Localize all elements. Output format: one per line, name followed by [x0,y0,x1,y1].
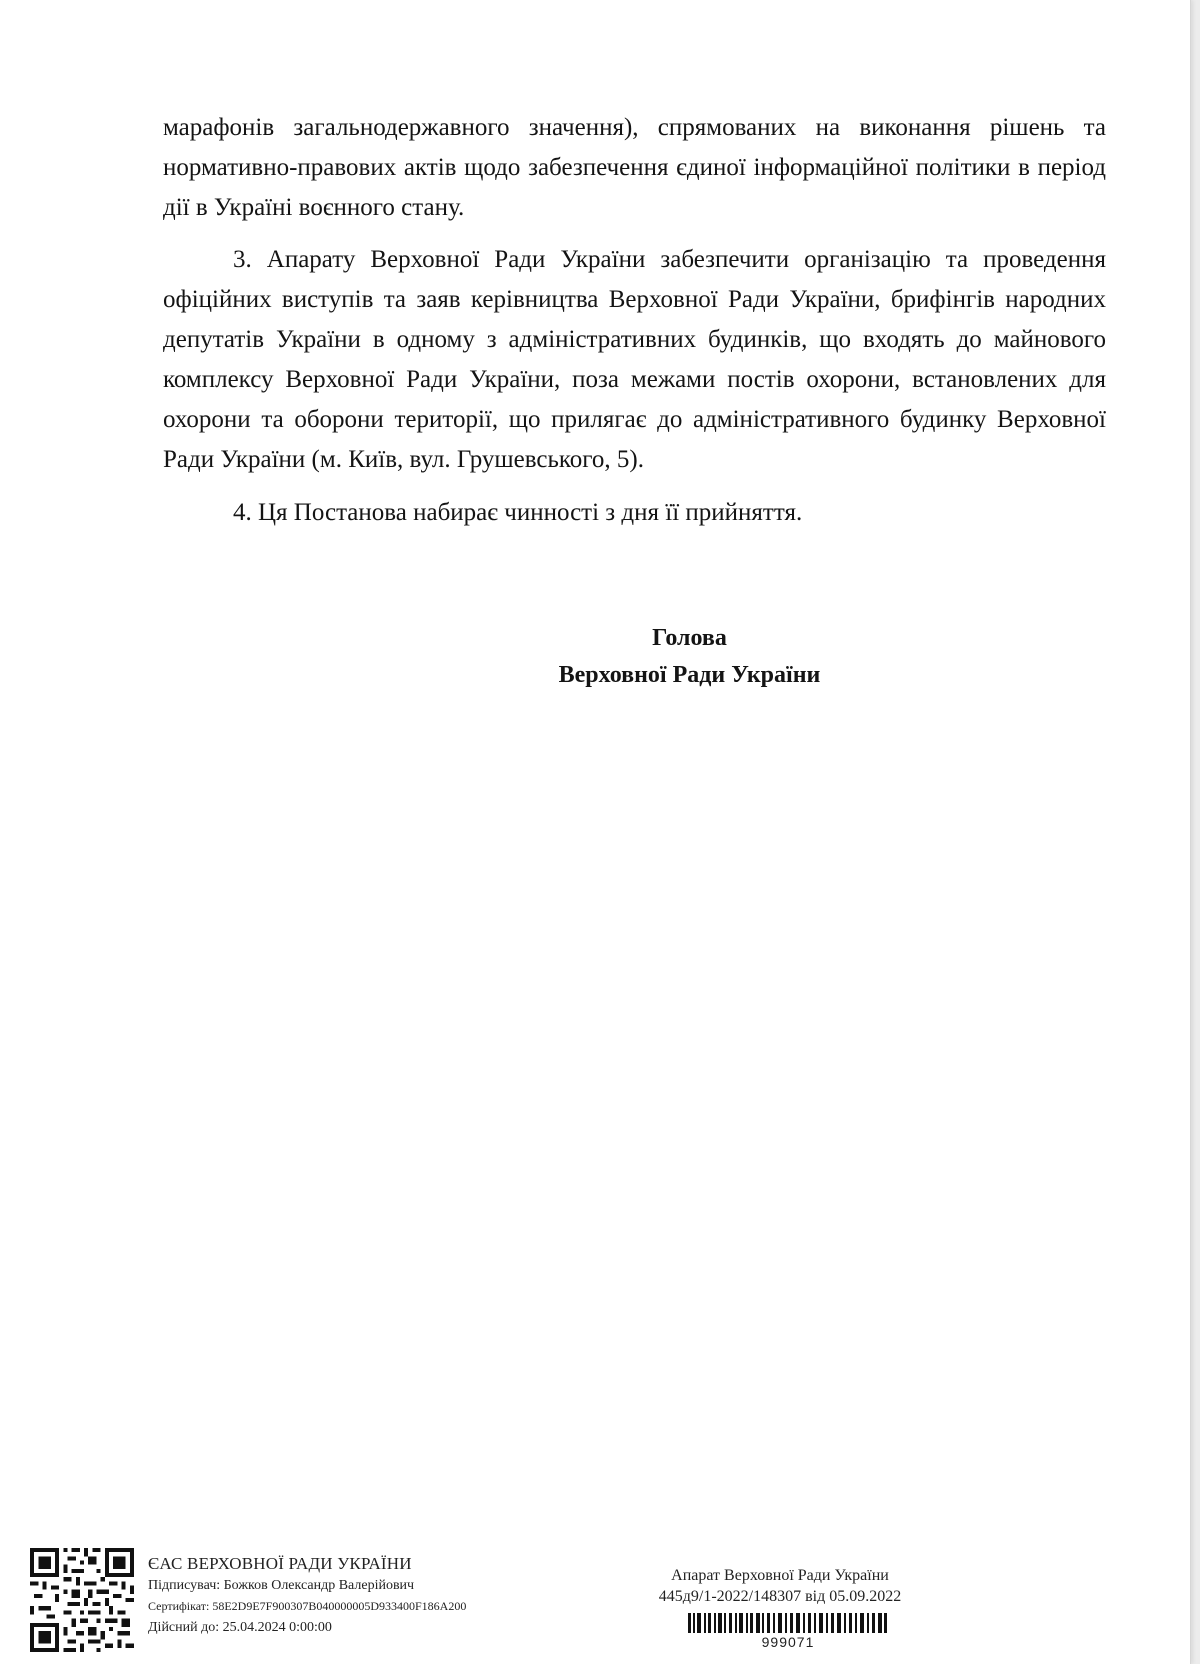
paragraph-item-3: 3. Апарату Верховної Ради України забезпечити організацію та проведення офіційних виступів та заяв керівництва Верховної Ради України, брифінгів народних депутатів України в одному з адміністративних будинків, що входять до майнового комплексу Верховної Ради України, поза межами постів охорони, встановлених для охорони та оборони території, що прилягає до адміністративного будинку Верховної Ради України (м. Київ, вул. Грушевського, 5). [163,246,1106,473]
barcode-number: 999071 [761,1634,815,1650]
eas-signature-info [148,1553,466,1638]
eas-title: ЄАС ВЕРХОВНОЇ РАДИ УКРАЇНИ [148,1554,412,1573]
eas-valid-until: Дійсний до: 25.04.2024 0:00:00 [148,1620,332,1635]
signature-title: Голова [652,625,727,651]
registration-number: 445д9/1-2022/148307 від 05.09.2022 [658,1588,902,1605]
registration-office: Апарат Верховної Ради України [671,1567,889,1584]
paragraph-continuation: марафонів загальнодержавного значення), спрямованих на виконання рішень та нормативно-правових актів щодо забезпечення єдиної інформаційної політики в період дії в Україні воєнного стану. [163,114,1106,221]
barcode-icon [688,1613,888,1633]
paragraph-item-4: 4. Ця Постанова набирає чинності з дня її прийняття. [233,499,803,526]
eas-signer: Підписувач: Божков Олександр Валерійович [148,1578,415,1593]
registration-info [630,1565,930,1607]
eas-certificate: Сертифікат: 58E2D9E7F900307B040000005D933400F186A200 [148,1599,467,1613]
document-body [163,108,1106,533]
signature-block [163,620,1106,694]
qr-code-icon [30,1548,134,1652]
signature-organization: Верховної Ради України [558,662,821,688]
